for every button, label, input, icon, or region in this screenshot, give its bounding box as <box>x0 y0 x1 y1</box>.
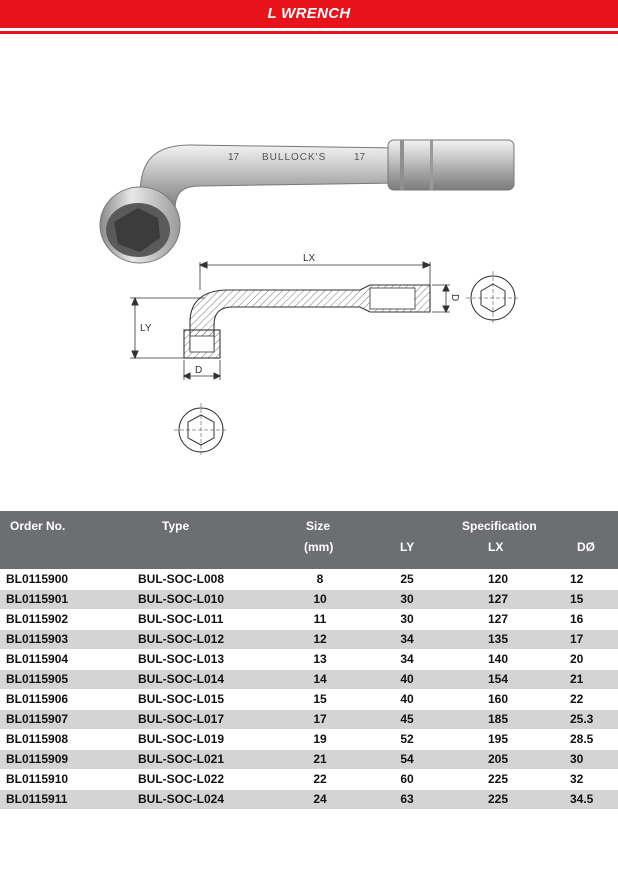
table-row <box>0 710 618 729</box>
header-specification: Specification <box>462 519 537 533</box>
table-row <box>0 590 618 609</box>
cell-lx: 120 <box>487 572 509 586</box>
cell-d: 32 <box>570 772 584 786</box>
cell-size: 15 <box>313 692 327 706</box>
cell-order: BL0115903 <box>6 632 69 646</box>
cell-ly: 34 <box>400 652 414 666</box>
cell-d: 21 <box>570 672 584 686</box>
cell-ly: 25 <box>400 572 414 586</box>
lx-label: LX <box>303 253 316 264</box>
cell-d: 17 <box>570 632 584 646</box>
table-row <box>0 770 618 789</box>
cell-lx: 160 <box>487 692 509 706</box>
cell-lx: 225 <box>487 792 509 806</box>
table-row <box>0 690 618 709</box>
d-label-bottom: D <box>195 365 203 376</box>
spec-table <box>0 570 618 810</box>
cell-lx: 135 <box>487 632 509 646</box>
cell-lx: 225 <box>487 772 509 786</box>
cell-lx: 140 <box>487 652 509 666</box>
brand-engraving: BULLOCK'S <box>262 152 327 163</box>
engraving-size-left: 17 <box>228 152 240 163</box>
table-row <box>0 750 618 769</box>
table-header <box>0 511 618 569</box>
page-title: L WRENCH <box>0 0 618 28</box>
cell-type: BUL-SOC-L008 <box>138 572 225 586</box>
cell-ly: 54 <box>400 752 414 766</box>
wrench-photo <box>100 140 514 263</box>
table-row <box>0 730 618 749</box>
cell-type: BUL-SOC-L012 <box>138 632 225 646</box>
cell-order: BL0115906 <box>6 692 69 706</box>
cell-ly: 40 <box>400 692 414 706</box>
cell-type: BUL-SOC-L021 <box>138 752 225 766</box>
cell-type: BUL-SOC-L013 <box>138 652 225 666</box>
cell-ly: 34 <box>400 632 414 646</box>
d-label-right: D <box>449 294 460 302</box>
technical-drawing <box>130 262 520 457</box>
cell-type: BUL-SOC-L024 <box>138 792 225 806</box>
cell-lx: 185 <box>487 712 509 726</box>
cell-order: BL0115905 <box>6 672 69 686</box>
header-order: Order No. <box>10 519 66 533</box>
cell-size: 14 <box>313 672 327 686</box>
cell-d: 20 <box>570 652 584 666</box>
table-row <box>0 610 618 629</box>
cell-d: 16 <box>570 612 584 626</box>
product-illustration <box>0 36 618 506</box>
cell-order: BL0115910 <box>6 772 69 786</box>
engraving-size-right: 17 <box>354 152 366 163</box>
cell-type: BUL-SOC-L014 <box>138 672 225 686</box>
cell-lx: 205 <box>487 752 509 766</box>
table-row <box>0 790 618 809</box>
cell-order: BL0115901 <box>6 592 69 606</box>
table-row <box>0 650 618 669</box>
cell-size: 10 <box>313 592 327 606</box>
cell-size: 24 <box>313 792 327 806</box>
cell-order: BL0115900 <box>6 572 69 586</box>
cell-d: 34.5 <box>570 792 594 806</box>
cell-ly: 30 <box>400 612 414 626</box>
cell-d: 22 <box>570 692 584 706</box>
cell-d: 25.3 <box>570 712 594 726</box>
header-lx: LX <box>488 540 504 554</box>
cell-size: 13 <box>313 652 327 666</box>
cell-type: BUL-SOC-L010 <box>138 592 225 606</box>
header-size-unit: (mm) <box>304 540 334 554</box>
cell-ly: 63 <box>400 792 414 806</box>
cell-order: BL0115908 <box>6 732 69 746</box>
cell-size: 12 <box>313 632 327 646</box>
cell-ly: 45 <box>400 712 414 726</box>
cell-size: 8 <box>316 572 324 586</box>
cell-size: 17 <box>313 712 327 726</box>
cell-size: 22 <box>313 772 327 786</box>
header-ly: LY <box>400 540 415 554</box>
cell-lx: 154 <box>487 672 509 686</box>
cell-size: 19 <box>313 732 327 746</box>
cell-d: 30 <box>570 752 584 766</box>
header-d: DØ <box>577 540 595 554</box>
cell-type: BUL-SOC-L017 <box>138 712 225 726</box>
cell-order: BL0115902 <box>6 612 69 626</box>
ly-label: LY <box>140 323 152 334</box>
cell-ly: 30 <box>400 592 414 606</box>
table-row <box>0 570 618 589</box>
cell-ly: 60 <box>400 772 414 786</box>
cell-type: BUL-SOC-L022 <box>138 772 225 786</box>
cell-lx: 127 <box>487 592 509 606</box>
cell-ly: 52 <box>400 732 414 746</box>
cell-d: 28.5 <box>570 732 594 746</box>
cell-order: BL0115909 <box>6 752 69 766</box>
cell-type: BUL-SOC-L015 <box>138 692 225 706</box>
cell-lx: 127 <box>487 612 509 626</box>
header-type: Type <box>162 519 190 533</box>
title-divider <box>0 31 618 34</box>
cell-size: 21 <box>313 752 327 766</box>
header-size: Size <box>306 519 331 533</box>
cell-d: 15 <box>570 592 584 606</box>
cell-order: BL0115907 <box>6 712 69 726</box>
cell-type: BUL-SOC-L019 <box>138 732 225 746</box>
cell-lx: 195 <box>487 732 509 746</box>
cell-order: BL0115904 <box>6 652 69 666</box>
cell-size: 11 <box>313 612 327 626</box>
cell-d: 12 <box>570 572 584 586</box>
table-row <box>0 630 618 649</box>
table-row <box>0 670 618 689</box>
cell-ly: 40 <box>400 672 414 686</box>
cell-order: BL0115911 <box>6 792 68 806</box>
cell-type: BUL-SOC-L011 <box>138 612 224 626</box>
